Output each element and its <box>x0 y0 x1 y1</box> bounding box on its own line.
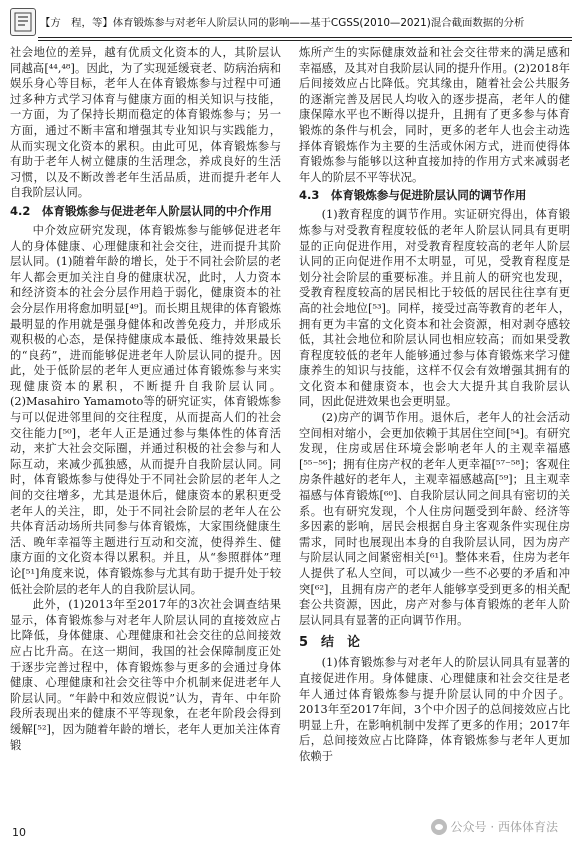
paragraph: 炼所产生的实际健康效益和社会交往带来的满足感和幸福感，及其对自我阶层认同的提升作用。(2)2018年后间接效应占比降低。究其缘由，随着社会公共服务的逐渐完善及居民人均收入的逐步提高，老年人的健康保障水平也不断得以提升，且拥有了更多参与体育锻炼的条件与机会，同时，更多的老年人也会主动选择体育锻炼作为主要的生活或休闲方式，进而使得体育锻炼参与能够以这种直接加持的作用方式来减弱老年人的阶层不平等状况。 <box>299 46 570 184</box>
watermark-text: 公众号 · 西体体育法 <box>450 820 558 834</box>
right-column <box>299 45 570 765</box>
page-header <box>10 6 572 40</box>
paragraph: 社会地位的差异，越有优质文化资本的人，其阶层认同越高[⁴⁴,⁴⁸]。因此，为了实现延缓衰老、防病治病和娱乐身心等目标，老年人在体育锻炼参与过程中可通过多种方式学习体育与健康方面的相关知识与技能，一方面，为了保持长期而稳定的体育锻炼参与；另一方面，通过不断丰富和增强其专业知识与实践能力，从而实现文化资本的累积。由此可见，体育锻炼参与有助于老年人树立健康的生活理念，养成良好的生活习惯，以及不断改善老年生活品质，进而提升老年人自我阶层认同。 <box>10 46 281 200</box>
header-rule-thick <box>38 37 572 38</box>
paragraph: (1)教育程度的调节作用。实证研究得出，体育锻炼参与对受教育程度较低的老年人阶层认同具有更明显的正向促进作用，对受教育程度较高的老年人阶层认同的正向促进作用不太明显，可见，受教育程度是划分社会阶层的重要标准。并且前人的研究也发现，受教育程度较高的居民相比于较低的居民往往享有更高的社会地位[⁵³]。同样，接受过高等教育的老年人，拥有更为丰富的文化资本和社会资源，相对剥夺感较低，其社会地位和阶层认同也相应较高；而如果受教育程度较低的老年人能够通过参与体育锻炼来学习健康养生的知识与技能，这样不仅会有效增强其拥有的文化资本和健康资本，也会大大提升其自我阶层认同，因此促进效果也会更明显。 <box>299 208 570 409</box>
wechat-icon <box>431 819 447 835</box>
section-heading-4-3: 4.3 体育锻炼参与促进阶层认同的调节作用 <box>299 188 527 203</box>
section-heading-5: 5 结 论 <box>299 635 361 651</box>
section-heading-4-2: 4.2 体育锻炼参与促进老年人阶层认同的中介作用 <box>10 203 272 218</box>
journal-logo-icon <box>10 8 36 36</box>
header-rule-thin <box>38 40 572 41</box>
left-column <box>10 45 281 753</box>
paragraph: (1)体育锻炼参与对老年人的阶层认同具有显著的直接促进作用。身体健康、心理健康和社会交往是老年人通过体育锻炼参与提升阶层认同的中介因子。2013年至2017年间，3个中介因子的总间接效应占比明显上升，在影响机制中发挥了更多的作用；2017年后，总间接效应占比降降，体育锻炼参与老年人更加依赖于 <box>299 656 570 763</box>
watermark <box>431 818 558 835</box>
running-head: 【方 程，等】体育锻炼参与对老年人阶层认同的影响——基于CGSS(2010—2021)混合截面数据的分析 <box>40 17 525 29</box>
page-number: 10 <box>12 826 26 839</box>
paragraph: 此外，(1)2013年至2017年的3次社会调查结果显示，体育锻炼参与对老年人阶层认同的直接效应占比降低，身体健康、心理健康和社会交往的总间接效应占比升高。在这一期间，我国的社会保障制度正处于逐步完善过程中，体育锻炼参与更多的会通过身体健康、心理健康和社会交往等中介机制来促进老年人阶层认同。“年龄中和效应假说”认为，青年、中年阶段所表现出来的健康不平等现象，在老年阶段会得到缓解[⁵²]，因为随着年龄的增长，老年人更加关注体育锻 <box>10 598 281 752</box>
paragraph: (2)房产的调节作用。退休后，老年人的社会活动空间相对缩小，会更加依赖于其居住空间[⁵⁴]。有研究发现，住房或居住环境会影响老年人的主观幸福感[⁵⁵⁻⁵⁶]；拥有住房产权的老年人更幸福[⁵⁷⁻⁵⁸]；客观住房条件越好的老年人，主观幸福感越高[⁵⁹]；且主观幸福感与体育锻炼[⁶⁰]、自我阶层认同之间具有密切的关系。也有研究发现，个人住房问题受到年龄、经济等多因素的影响，居民会根据自身主客观条件实现住房需求，同时也展现出本身的自我阶层认同，因为房产与阶层认同之间紧密相关[⁶¹]。整体来看，住房为老年人提供了私人空间，可以减少一些不必要的矛盾和冲突[⁶²]，且拥有房产的老年人能够享受到更多的相关配套公共资源，因此，房产对参与体育锻炼的老年人阶层认同具有显著的正向调节作用。 <box>299 411 570 627</box>
paragraph: 中介效应研究发现，体育锻炼参与能够促进老年人的身体健康、心理健康和社会交往，进而提升其阶层认同。(1)随着年龄的增长，处于不同社会阶层的老年人都会更加关注自身的健康状况，此时，人力资本和经济资本的社会分层作用趋于弱化，健康资本的社会分层作用将愈加明显[⁴⁹]。而长期且规律的体育锻炼最明显的作用就是强身健体和改善免疫力，并形成乐观积极的心态，是保持健康成本最低、维持效果最长的“良药”，进而能够促进老年人阶层认同的提升。因此，处于低阶层的老年人更应通过体育锻炼参与来实现健康资本的累积，不断提升自我阶层认同。(2)Masahiro Yamamoto等的研究证实，体育锻炼参与可以促进邻里间的交往程度，从而提高人们的社会交往能力[⁵⁰]，老年人正是通过参与集体性的体育活动，来扩大社会交际圈，并通过积极的社会参与和人际互动，来减少孤独感，从而提升自我阶层认同。同时，体育锻炼参与使得处于不同社会阶层的老年人之间的交往增多，尤其是退休后，健康资本的累积更受老年人的关注，即，处于不同社会阶层的老年人在公共体育活动场所共同参与体育锻炼，大家围绕健康生活、晚年幸福等主题进行互动和交流，使得养生、健康方面的文化资本得以累积。并且，从“参照群体”理论[⁵¹]角度来说，体育锻炼参与尤其有助于提升处于较低社会阶层的老年人的自我阶层认同。 <box>10 223 281 596</box>
